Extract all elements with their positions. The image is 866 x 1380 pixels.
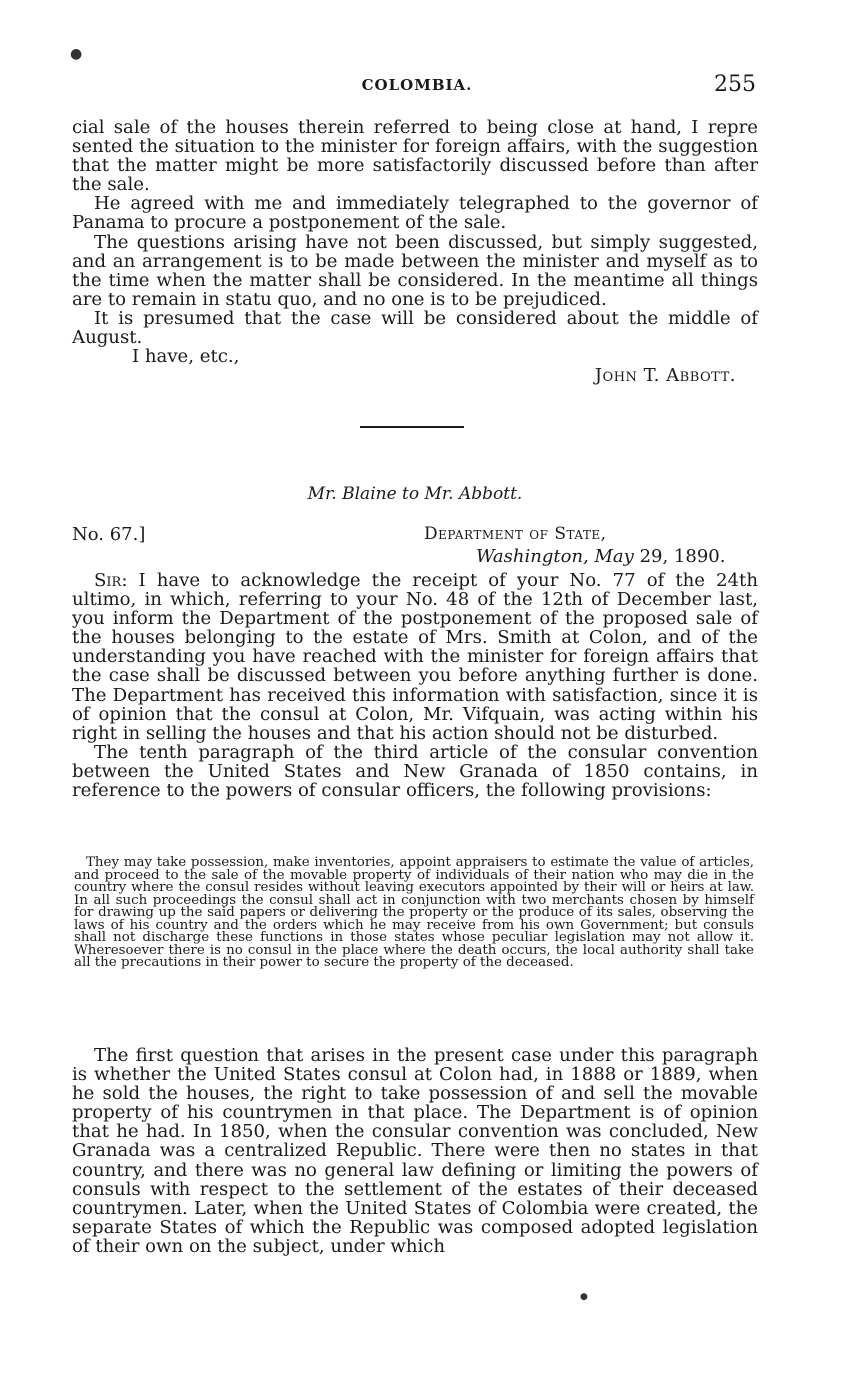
paragraph: It is presumed that the case will be considered about the middle of August. xyxy=(72,307,758,349)
paragraph xyxy=(72,571,758,743)
paragraph: He agreed with me and immediately telegraphed to the governor of Panama to procure a postponement of the sale. xyxy=(72,193,758,234)
previous-letter xyxy=(72,118,758,385)
closing-line: I have, etc., xyxy=(132,346,240,368)
paragraph: The questions arising have not been discussed, but simply suggested, and an arrangement is to be made between the minister and myself as to the time when the matter shall be considered. In the meantime all things are to remain in statu quo, and no one is to be prejudiced. xyxy=(72,231,758,310)
quoted-provision: They may take possession, make inventories, appoint appraisers to estimate the value of articles, and proceed to the sale of the movable property of individuals of their nation who may die in the country where the consul resides without leaving executors appointed by their will or heirs at law. In all such proceedings the consul shall act in conjunction with two merchants chosen by himself for drawing up the said papers or delivering the property or the produce of its sales, observing the laws of his country and the orders which he may receive from his own Government; but consuls shall not discharge these functions in those states whose peculiar legislation may not allow it. Wheresoever there is no consul in the place where the death occurs, the local authority shall take all the precautions in their power to secure the property of the deceased. xyxy=(74,855,754,971)
department-line: Department of State, xyxy=(424,524,607,544)
salutation: Sir: xyxy=(94,570,128,591)
ink-mark: ● xyxy=(70,46,83,62)
letter-continuation xyxy=(72,1046,758,1256)
dateline xyxy=(476,546,725,567)
signature: John T. Abbott. xyxy=(594,365,736,387)
page-header xyxy=(72,74,762,104)
letter-heading: Mr. Blaine to Mr. Abbott. xyxy=(307,484,523,504)
page-number: 255 xyxy=(714,72,756,97)
dateline-place: Washington, xyxy=(476,546,589,567)
running-title: COLOMBIA. xyxy=(361,76,473,94)
letter-body xyxy=(72,571,758,800)
paragraph: The first question that arises in the present case under this paragraph is whether the United States consul at Colon had, in 1888 or 1889, when he sold the houses, the right to take possession of and sell the movable property of his countrymen in that place. The Department is of opinion that he had. In 1850, when the consular convention was concluded, New Granada was a centralized Republic. There were then no states in that country, and there was no general law defining or limiting the powers of consuls with respect to the settlement of the estates of their deceased countrymen. Later, when the United States of Colombia were created, the separate States of which the Republic was composed adopted legislation of their own on the subject, under which xyxy=(72,1045,758,1257)
dateline-month: May xyxy=(594,546,634,567)
despatch-number: No. 67.] xyxy=(72,524,146,545)
paragraph-text: I have to acknowledge the receipt of your No. 77 of the 24th ultimo, in which, referring to your No. 48 of the 12th of December last, you inform the Department of the postponement of the proposed sale of the houses belonging to the estate of Mrs. Smith at Colon, and of the understanding you have reached with the minister for foreign affairs that the case shall be discussed between you before anything further is done. The Department has received this information with satisfaction, since it is of opinion that the consul at Colon, Mr. Vifquain, was acting within his right in selling the houses and that his action should not be disturbed. xyxy=(72,570,758,744)
ink-mark: ● xyxy=(580,1292,588,1302)
paragraph: cial sale of the houses therein referred to being close at hand, I repre sented the situation to the minister for foreign affairs, with the suggestion that the matter might be more satisfactorily discussed before than after the sale. xyxy=(72,117,758,196)
paragraph: The tenth paragraph of the third article of the consular convention between the United States and New Granada of 1850 contains, in reference to the powers of consular officers, the following provisions: xyxy=(72,741,758,802)
section-divider xyxy=(360,426,464,428)
dateline-day-year: 29, 1890. xyxy=(639,546,726,567)
